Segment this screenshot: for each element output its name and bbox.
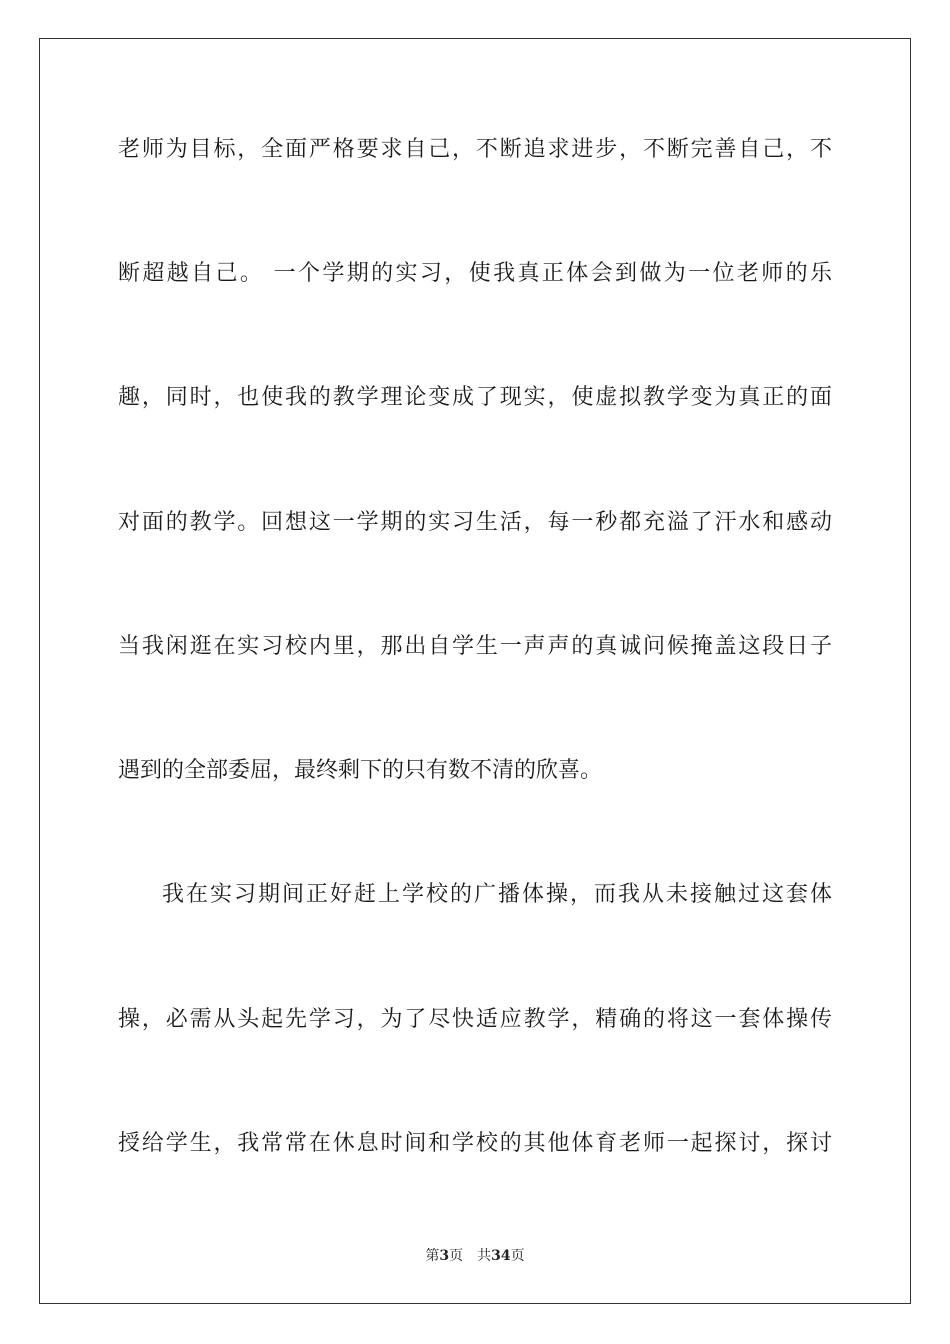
text-line-7: 我在实习期间正好赶上学校的广播体操，而我从未接触过这套体 [162, 882, 832, 907]
text-line-9: 授给学生，我常常在休息时间和学校的其他体育老师一起探讨，探讨 [118, 1131, 832, 1156]
footer-page-number: 3 [439, 1248, 450, 1264]
page-frame [39, 38, 911, 1304]
text-line-2: 断超越自己。 一个学期的实习，使我真正体会到做为一位老师的乐 [118, 261, 832, 286]
footer-total-suffix: 页 [510, 1248, 525, 1264]
footer-total-prefix: 共 [477, 1248, 492, 1264]
text-line-4: 对面的教学。回想这一学期的实习生活，每一秒都充溢了汗水和感动 [118, 510, 832, 535]
text-line-1: 老师为目标，全面严格要求自己，不断追求进步，不断完善自己，不 [118, 137, 832, 162]
text-line-3: 趣，同时，也使我的教学理论变成了现实，使虚拟教学变为真正的面 [118, 385, 832, 410]
footer-page-suffix: 页 [449, 1248, 464, 1264]
text-line-6: 遇到的全部委屈，最终剩下的只有数不清的欣喜。 [118, 758, 603, 783]
page-footer [0, 1246, 950, 1266]
footer-page-prefix: 第 [425, 1248, 440, 1264]
footer-total-pages: 34 [491, 1248, 511, 1264]
text-line-8: 操，必需从头起先学习，为了尽快适应教学，精确的将这一套体操传 [118, 1007, 832, 1032]
text-line-5: 当我闲逛在实习校内里，那出自学生一声声的真诚问候掩盖这段日子 [118, 634, 832, 659]
